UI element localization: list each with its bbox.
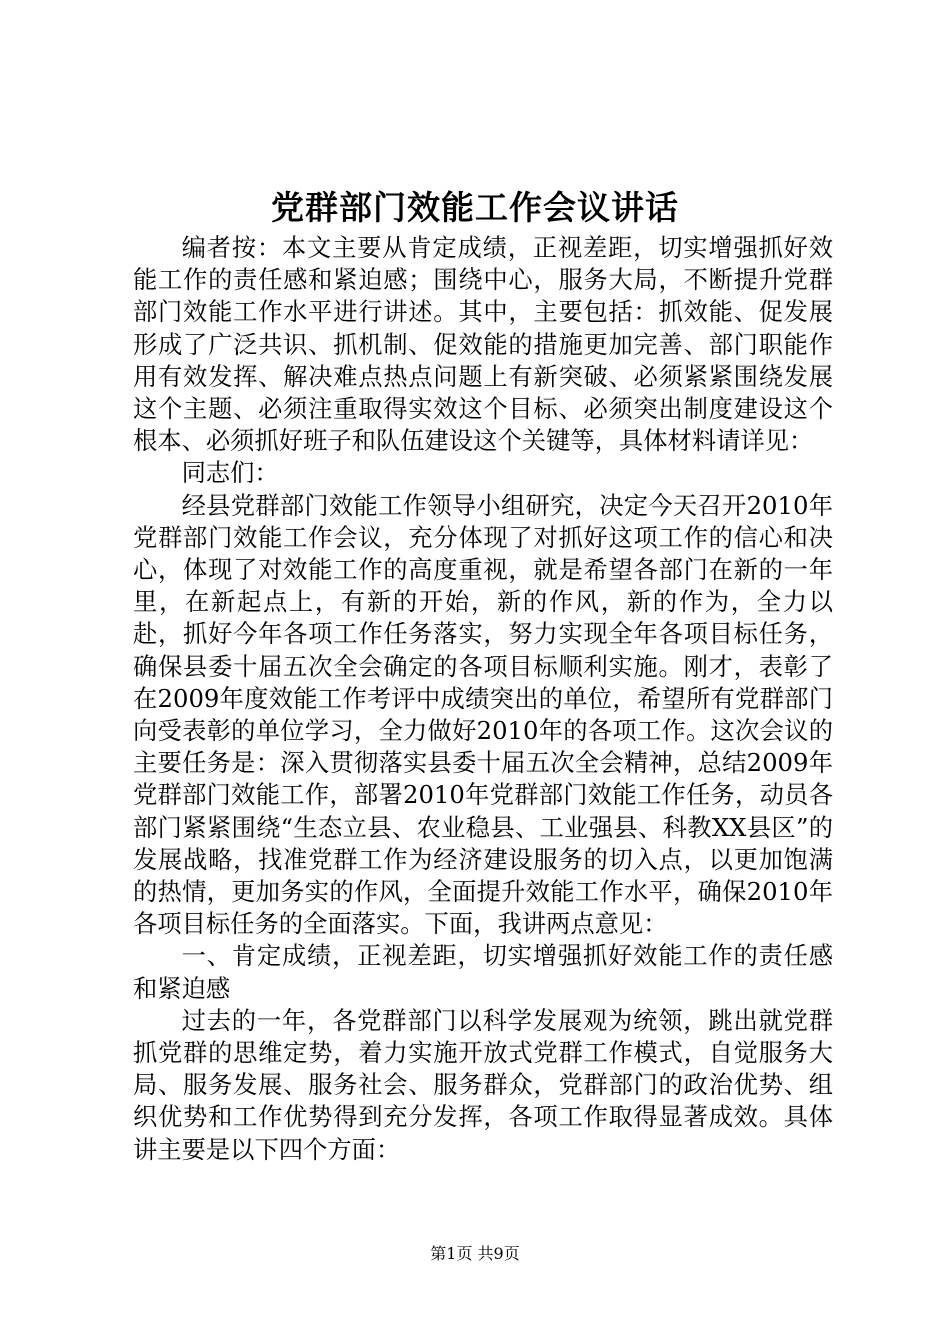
page-indicator: 第1页 共9页	[430, 1244, 520, 1263]
section-1-paragraph: 过去的一年，各党群部门以科学发展观为统领，跳出就党群抓党群的思维定势，着力实施开放式党群工作模式，自觉服务大局、服务发展、服务社会、服务群众，党群部门的政治优势、组织优势和工作优势得到充分发挥，各项工作取得显著成效。具体讲主要是以下四个方面：	[133, 1005, 833, 1164]
editor-note-paragraph: 编者按：本文主要从肯定成绩，正视差距，切实增强抓好效能工作的责任感和紧迫感；围绕中心，服务大局，不断提升党群部门效能工作水平进行讲述。其中，主要包括：抓效能、促发展形成了广泛共识、抓机制、促效能的措施更加完善、部门职能作用有效发挥、解决难点热点问题上有新突破、必须紧紧围绕发展这个主题、必须注重取得实效这个目标、必须突出制度建设这个根本、必须抓好班子和队伍建设这个关键等，具体材料请详见：	[133, 233, 833, 456]
document-title: 党群部门效能工作会议讲话	[271, 188, 679, 227]
section-heading-1: 一、肯定成绩，正视差距，切实增强抓好效能工作的责任感和紧迫感	[133, 941, 833, 1003]
salutation-paragraph: 同志们：	[181, 458, 279, 488]
document-body	[133, 232, 833, 1166]
intro-paragraph: 经县党群部门效能工作领导小组研究，决定今天召开2010年党群部门效能工作会议，充分体现了对抓好这项工作的信心和决心，体现了对效能工作的高度重视，就是希望各部门在新的一年里，在新起点上，有新的开始，新的作风，新的作为，全力以赴，抓好今年各项工作任务落实，努力实现全年各项目标任务，确保县委十届五次全会确定的各项目标顺利实施。刚才，表彰了在2009年度效能工作考评中成绩突出的单位，希望所有党群部门向受表彰的单位学习，全力做好2010年的各项工作。这次会议的主要任务是：深入贯彻落实县委十届五次全会精神，总结2009年党群部门效能工作，部署2010年党群部门效能工作任务，动员各部门紧紧围绕“生态立县、农业稳县、工业强县、科教XX县区”的发展战略，找准党群工作为经济建设服务的切入点，以更加饱满的热情，更加务实的作风，全面提升效能工作水平，确保2010年各项目标任务的全面落实。下面，我讲两点意见：	[133, 490, 833, 939]
page-footer	[0, 1244, 950, 1264]
